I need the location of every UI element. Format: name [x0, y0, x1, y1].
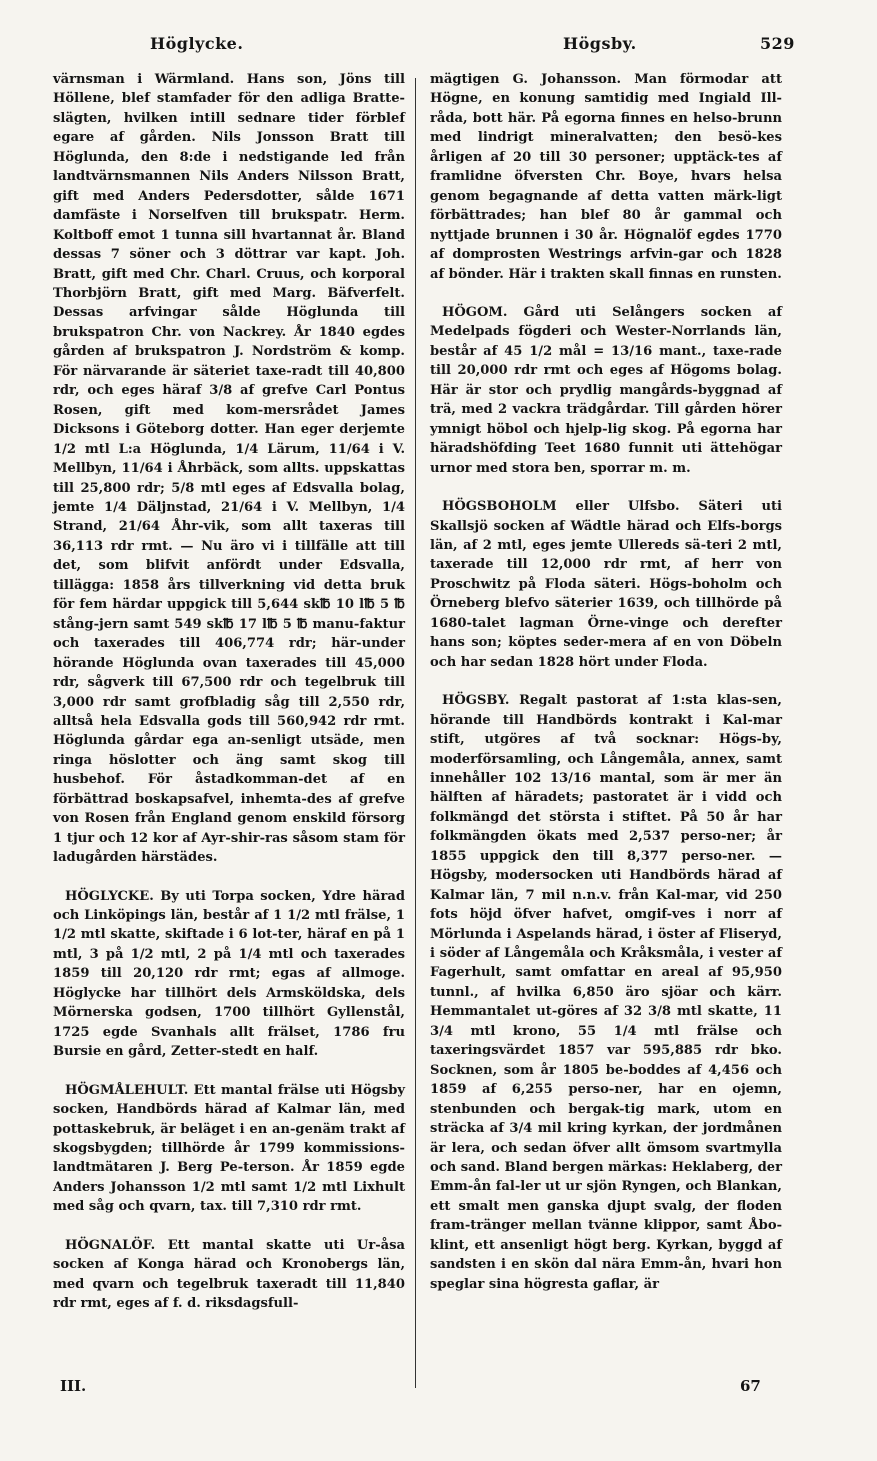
entry-hoglycke: HÖGLYCKE. By uti Torpa socken, Ydre härad och Linköpings län, består af 1 1/2 mtl frälse, 1 1/2 mtl skatte, skiftade i 6 lot-ter, häraf en på 1 mtl, 3 på 1/2 mtl, 2 på 1/4 mtl och taxerades 1859 till 20,120 rdr rmt; egas af allmoge. Höglycke har tillhört dels Armsköldska, dels Mörnerska godsen, 1700 tillhört Gyllenstål, 1725 egde Svanhals allt frälset, 1786 fru Bursie en gård, Zetter-stedt en half.: [53, 888, 405, 1060]
entry-hognalof: HÖGNALÖF. Ett mantal skatte uti Ur-åsa socken af Konga härad och Kronobergs län, med qvarn och tegelbruk taxeradt till 11,840 rdr rmt, eges af f. d. riksdagsfull-: [53, 1237, 405, 1312]
sheet-number: 67: [740, 1377, 761, 1395]
entry-hogsby: HÖGSBY. Regalt pastorat af 1:sta klas-sen, hörande till Handbörds kontrakt i Kal-mar stift, utgöres af två socknar: Högs-by, moderförsamling, och Långemåla, annex, samt innehåller 102 13/16 mantal, som är mer än hälften af häradets; pastoratet är i vidd och folkmängd det största i stiftet. På 50 år har folkmängden ökats med 2,537 perso-ner; år 1855 uppgick den till 8,377 perso-ner. — Högsby, modersocken uti Handbörds härad af Kalmar län, 7 mil n.n.v. från Kal-mar, vid 250 fots höjd öfver hafvet, omgif-ves i norr af Mörlunda i Aspelands härad, i öster af Fliseryd, i söder af Långemåla och Kråksmåla, i vester af Fagerhult, samt omfattar en areal af 95,950 tunnl., af hvilka 6,850 äro sjöar och kärr. Hemmantalet ut-göres af 32 3/8 mtl skatte, 11 3/4 mtl krono, 55 1/4 mtl frälse och taxeringsvärdet 1857 var 595,885 rdr bko. Socknen, som år 1805 be-boddes af 4,456 och 1859 af 6,255 perso-ner, har en ojemn, stenbunden och bergak-tig mark, utom en sträcka af 3/4 mil kring kyrkan, der jordmånen är lera, och sedan öfver allt ömsom svartmylla och sand. Bland bergen märkas: Heklaberg, der Emm-ån fal-ler ut ur sjön Ryngen, och Blankan, ett smalt men ganska djupt svalg, der floden fram-tränger mellan tvänne klippor, samt Åbo-klint, ett ansenligt högt berg. Kyrkan, byggd af sandsten i en skön dal nära Emm-ån, hvari hon speglar sina högresta gaflar, är: [430, 693, 782, 1292]
page-number: 529: [760, 34, 795, 53]
paragraph: mägtigen G. Johansson. Man förmodar att Högne, en konung samtidig med Ingiald Ill-råda, bott här. På egorna finnes en helso-brunn med lindrigt mineralvatten; den besö-kes årligen af 20 till 30 personer; upptäck-tes af framlidne öfversten Chr. Boye, hvars helsa genom begagnande af detta vatten märk-ligt förbättrades; han blef 80 år gammal och nyttjade brunnen i 30 år. Högnalöf egdes 1770 af domprosten Westrings arfvin-gar och 1828 af bönder. Här i trakten skall finnas en runsten.: [430, 72, 782, 282]
entry-hogsboholm: HÖGSBOHOLM eller Ulfsbo. Säteri uti Skallsjö socken af Wädtle härad och Elfs-borgs län, af 2 mtl, eges jemte Ullereds sä-teri 2 mtl, taxerade till 12,000 rdr rmt, af herr von Proschwitz på Floda säteri. Högs-boholm och Örneberg blefvo säterier 1639, och tillhörde på 1680-talet lagman Örne-vinge och derefter hans son; köptes seder-mera af en von Döbeln och har sedan 1828 hört under Floda.: [430, 499, 782, 670]
left-column: [53, 70, 405, 1314]
paragraph: värnsman i Wärmland. Hans son, Jöns till Höllene, blef stamfader för den adliga Bratte-slägten, hvilken intill sednare tider förblef egare af gården. Nils Jonsson Bratt till Höglunda, den 8:de i nedstigande led från landtvärnsmannen Nils Anders Nilsson Bratt, gift med Anders Pedersdotter, sålde 1671 damfäste i Norselfven till brukspatr. Herm. Koltboff emot 1 tunna sill hvartannat år. Bland dessas 7 söner och 3 döttrar var kapt. Joh. Bratt, gift med Chr. Charl. Cruus, och korporal Thorbjörn Bratt, gift med Marg. Bäfverfelt. Dessas arfvingar sålde Höglunda till brukspatron Chr. von Nackrey. År 1840 egdes gården af brukspatron J. Nordström & komp. För närvarande är säteriet taxe-radt till 40,800 rdr, och eges häraf 3/8 af grefve Carl Pontus Rosen, gift med kom-mersrådet James Dicksons i Göteborg dotter. Han eger derjemte 1/2 mtl L:a Höglunda, 1/4 Lärum, 11/64 i V. Mellbyn, 11/64 i Åhrbäck, som allts. uppskattas till 25,800 rdr; 5/8 mtl eges af Edsvalla bolag, jemte 1/4 Däljnstad, 21/64 i V. Mellbyn, 1/4 Strand, 21/64 Åhr-vik, som allt taxeras till 36,113 rdr rmt. — Nu äro vi i tillfälle att till det, som blifvit anfördt under Edsvalla, tillägga: 1858 års tillverkning vid detta bruk för fem härdar uppgick till 5,644 sk℔ 10 l℔ 5 ℔ stång-jern samt 549 sk℔ 17 l℔ 5 ℔ manu-faktur och taxerades till 406,774 rdr; här-under hörande Höglunda ovan taxerades till 45,000 rdr, sågverk till 67,500 rdr och tegelbruk till 3,000 rdr samt grofbladig såg till 2,550 rdr, alltså hela Edsvalla gods till 560,942 rdr rmt. Höglunda gårdar ega an-senligt utsäde, men ringa höslotter och äng samt skog till husbehof. För åstadkomman-det af en förbättrad boskapsafvel, inhemta-des af grefve von Rosen från England genom enskild försorg 1 tjur och 12 kor af Ayr-shir-ras såsom stam för ladugården härstädes.: [53, 72, 405, 866]
running-head-right: Högsby.: [563, 34, 637, 53]
right-column: [430, 70, 782, 1294]
column-divider: [415, 78, 416, 1388]
signature-mark: III.: [60, 1377, 87, 1395]
entry-hogom: HÖGOM. Gård uti Selångers socken af Medelpads fögderi och Wester-Norrlands län, består af 45 1/2 mål = 13/16 mant., taxe-rade till 20,000 rdr rmt och eges af Högoms bolag. Här är stor och prydlig mangårds-byggnad af trä, med 2 vackra trädgårdar. Till gården hörer ymnigt höbol och hjelp-lig skog. På egorna har häradshöfding Teet 1680 funnit uti ättehögar urnor med stora ben, sporrar m. m.: [430, 304, 782, 476]
running-head-left: Höglycke.: [150, 34, 244, 53]
entry-hogmalehult: HÖGMÅLEHULT. Ett mantal frälse uti Högsby socken, Handbörds härad af Kalmar län, med pottaskebruk, är beläget i en an-genäm trakt af skogsbygden; tillhörde år 1799 kommissions-landtmätaren J. Berg Pe-terson. År 1859 egde Anders Johansson 1/2 mtl samt 1/2 mtl Lixhult med såg och qvarn, tax. till 7,310 rdr rmt.: [53, 1082, 405, 1215]
